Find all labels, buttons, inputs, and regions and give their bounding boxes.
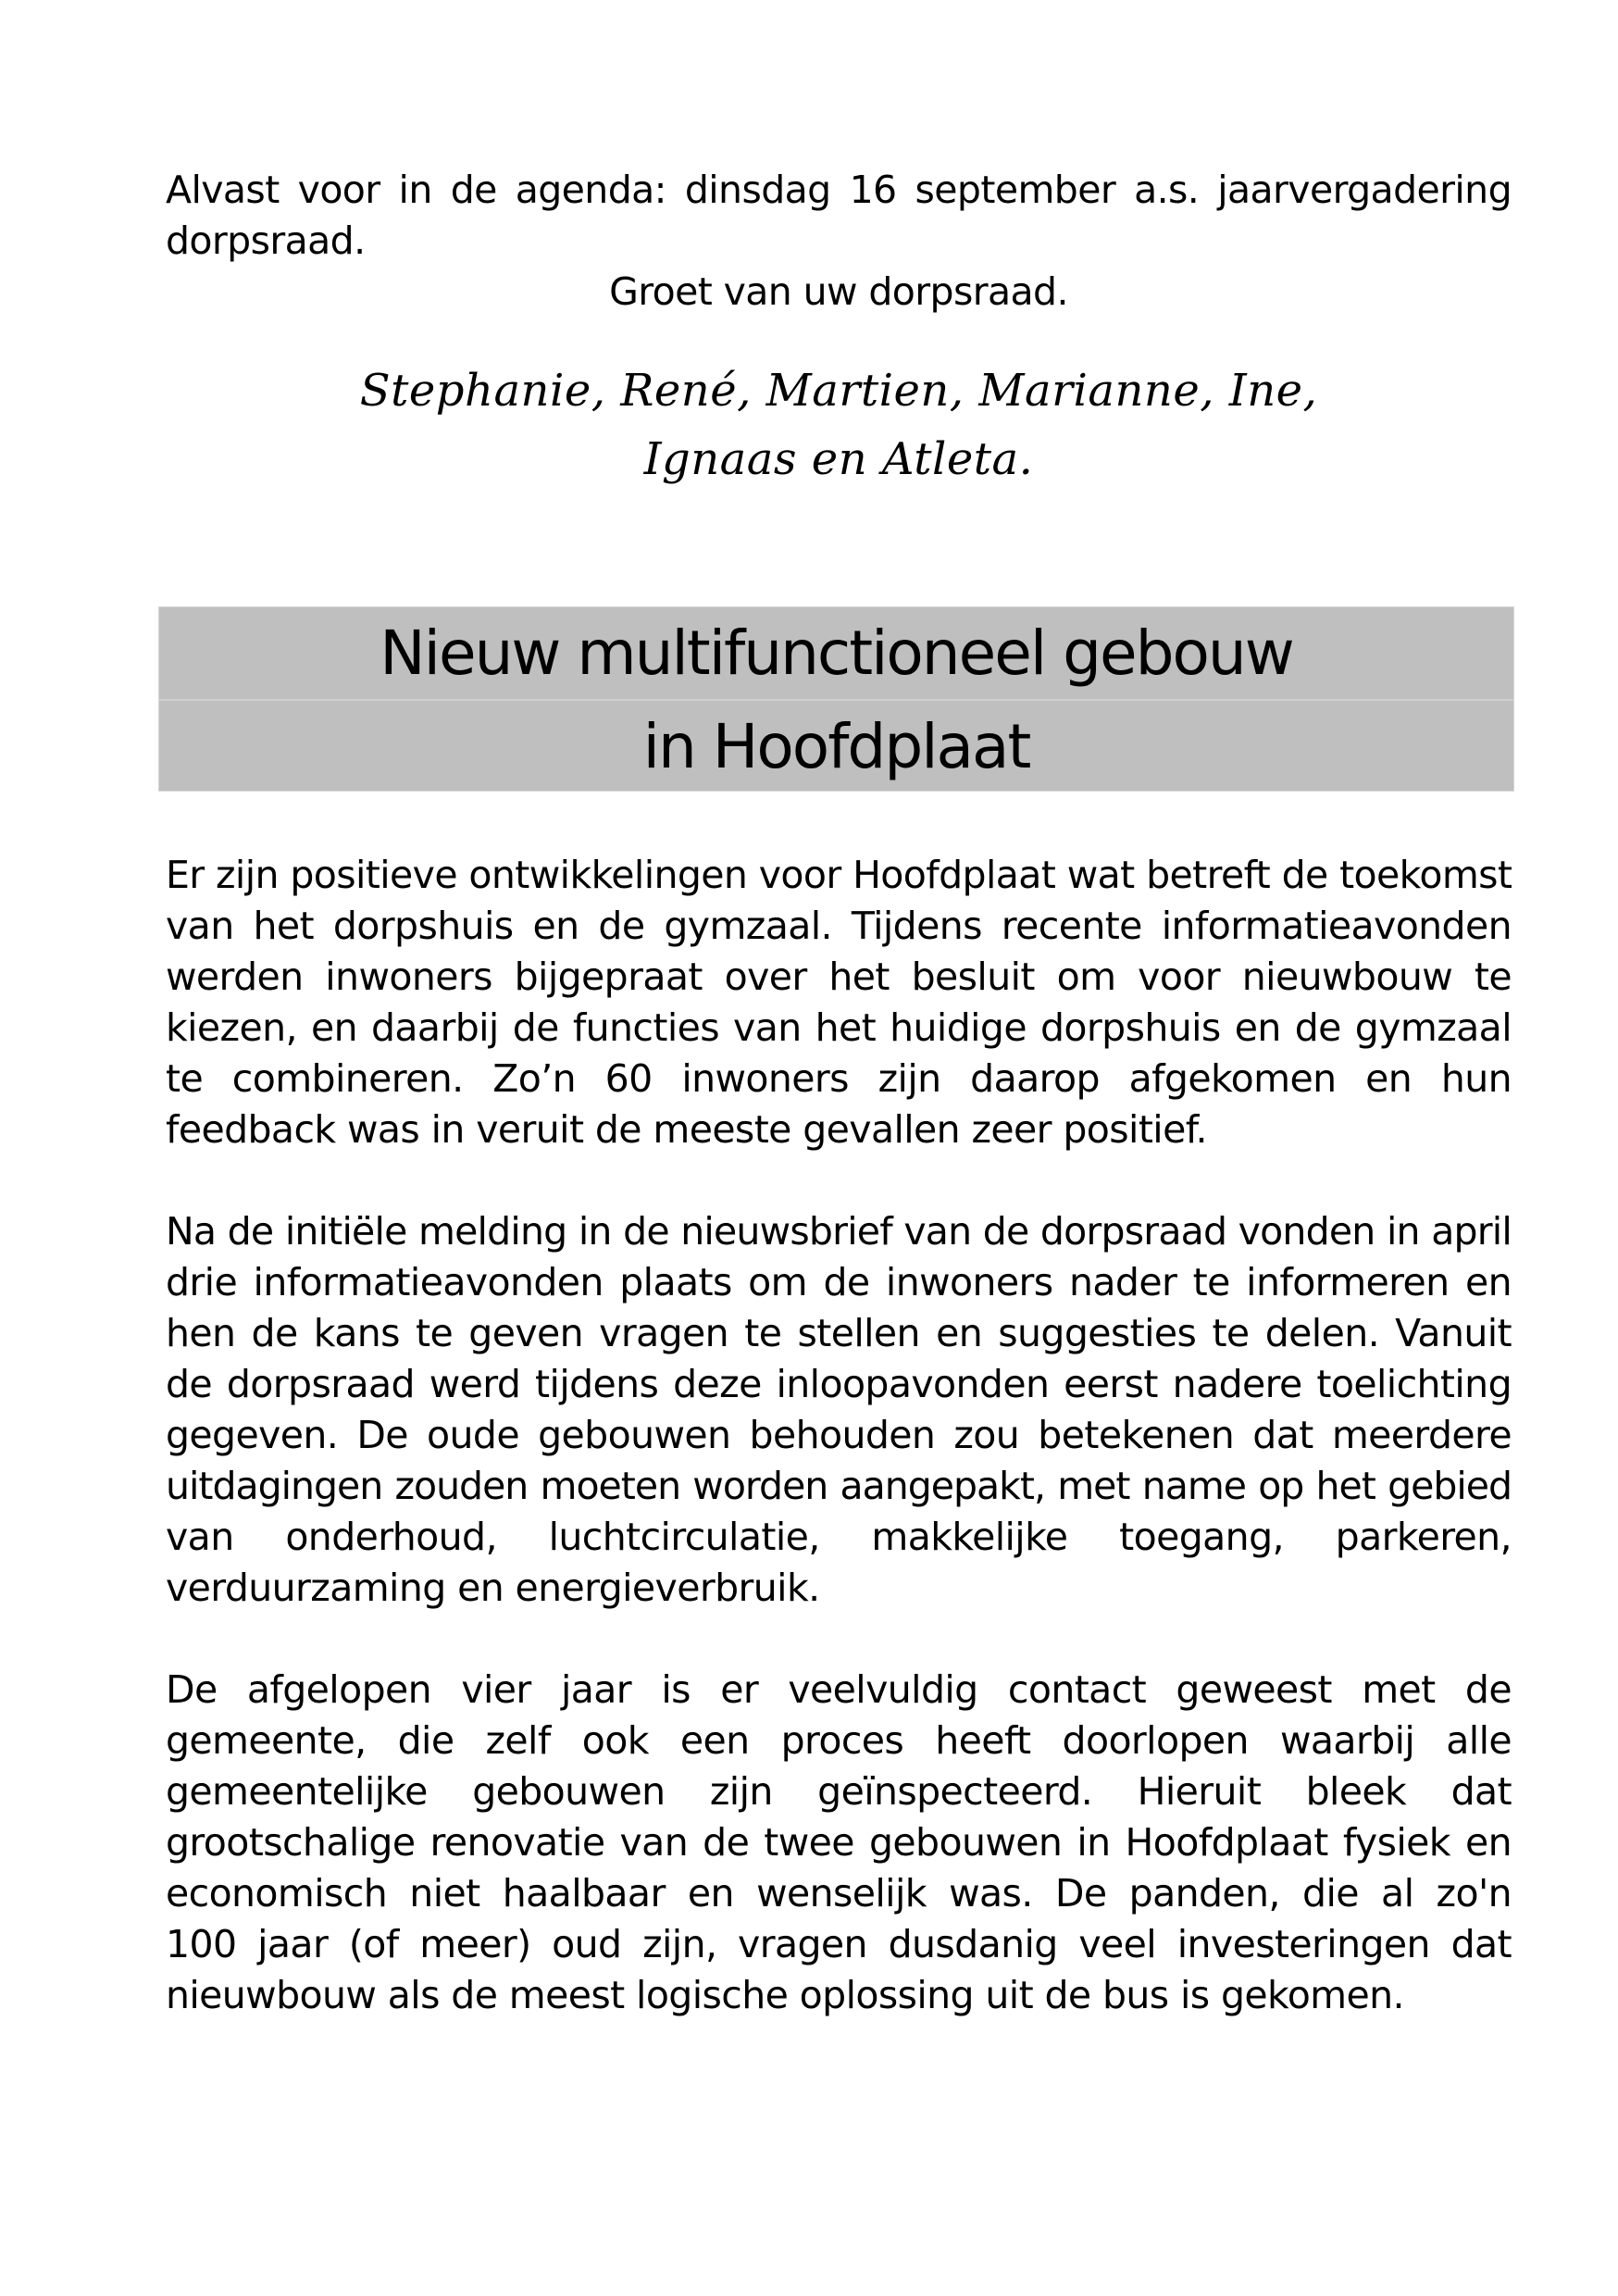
signature-line: Ignaas en Atleta.	[643, 433, 1034, 485]
article-title-banner	[158, 606, 1514, 792]
intro-line: dorpsraad.	[166, 218, 366, 263]
paragraph-line: grootschalige renovatie van de twee gebouwen in Hoofdplaat fysiek en	[166, 1820, 1512, 1865]
paragraph-line: de dorpsraad werd tijdens deze inloopavonden eerst nadere toelichting	[166, 1362, 1512, 1406]
article-title-line: in Hoofdplaat	[642, 711, 1030, 782]
paragraph-line: gegeven. De oude gebouwen behouden zou betekenen dat meerdere	[166, 1413, 1512, 1457]
paragraph-line: economisch niet haalbaar en wenselijk was. De panden, die al zo'n	[166, 1871, 1512, 1915]
greeting-text: Groet van uw dorpsraad.	[609, 269, 1068, 314]
paragraph-line: van onderhoud, luchtcirculatie, makkelijke toegang, parkeren,	[166, 1515, 1512, 1559]
paragraph-line: van het dorpshuis en de gymzaal. Tijdens recente informatieavonden	[166, 904, 1512, 948]
article-title-line: Nieuw multifunctioneel gebouw	[159, 607, 1513, 701]
paragraph-line: 100 jaar (of meer) oud zijn, vragen dusdanig veel investeringen dat	[166, 1922, 1512, 1966]
paragraph-line: Er zijn positieve ontwikkelingen voor Hoofdplaat wat betreft de toekomst	[166, 853, 1512, 897]
paragraph-line: nieuwbouw als de meest logische oplossing uit de bus is gekomen.	[166, 1973, 1404, 2017]
paragraph-line: Na de initiële melding in de nieuwsbrief van de dorpsraad vonden in april	[166, 1209, 1512, 1254]
paragraph-line: gemeentelijke gebouwen zijn geïnspecteerd. Hieruit bleek dat	[166, 1769, 1512, 1814]
paragraph-line: hen de kans te geven vragen te stellen en suggesties te delen. Vanuit	[166, 1311, 1512, 1355]
paragraph-line: te combineren. Zo’n 60 inwoners zijn daarop afgekomen en hun	[166, 1056, 1512, 1101]
paragraph-line: De afgelopen vier jaar is er veelvuldig contact geweest met de	[166, 1667, 1512, 1712]
paragraph-line: kiezen, en daarbij de functies van het huidige dorpshuis en de gymzaal	[166, 1005, 1512, 1050]
paragraph-line: gemeente, die zelf ook een proces heeft doorlopen waarbij alle	[166, 1718, 1512, 1763]
paragraph-line: drie informatieavonden plaats om de inwoners nader te informeren en	[166, 1260, 1512, 1304]
paragraph-line: uitdagingen zouden moeten worden aangepakt, met name op het gebied	[166, 1464, 1512, 1508]
paragraph-line: verduurzaming en energieverbruik.	[166, 1566, 820, 1610]
paragraph-line: feedback was in veruit de meeste gevallen zeer positief.	[166, 1107, 1207, 1152]
paragraph-line: werden inwoners bijgepraat over het besluit om voor nieuwbouw te	[166, 955, 1512, 999]
signature-line: Stephanie, René, Martien, Marianne, Ine,	[359, 365, 1318, 417]
intro-line: Alvast voor in de agenda: dinsdag 16 september a.s. jaarvergadering	[166, 168, 1512, 212]
